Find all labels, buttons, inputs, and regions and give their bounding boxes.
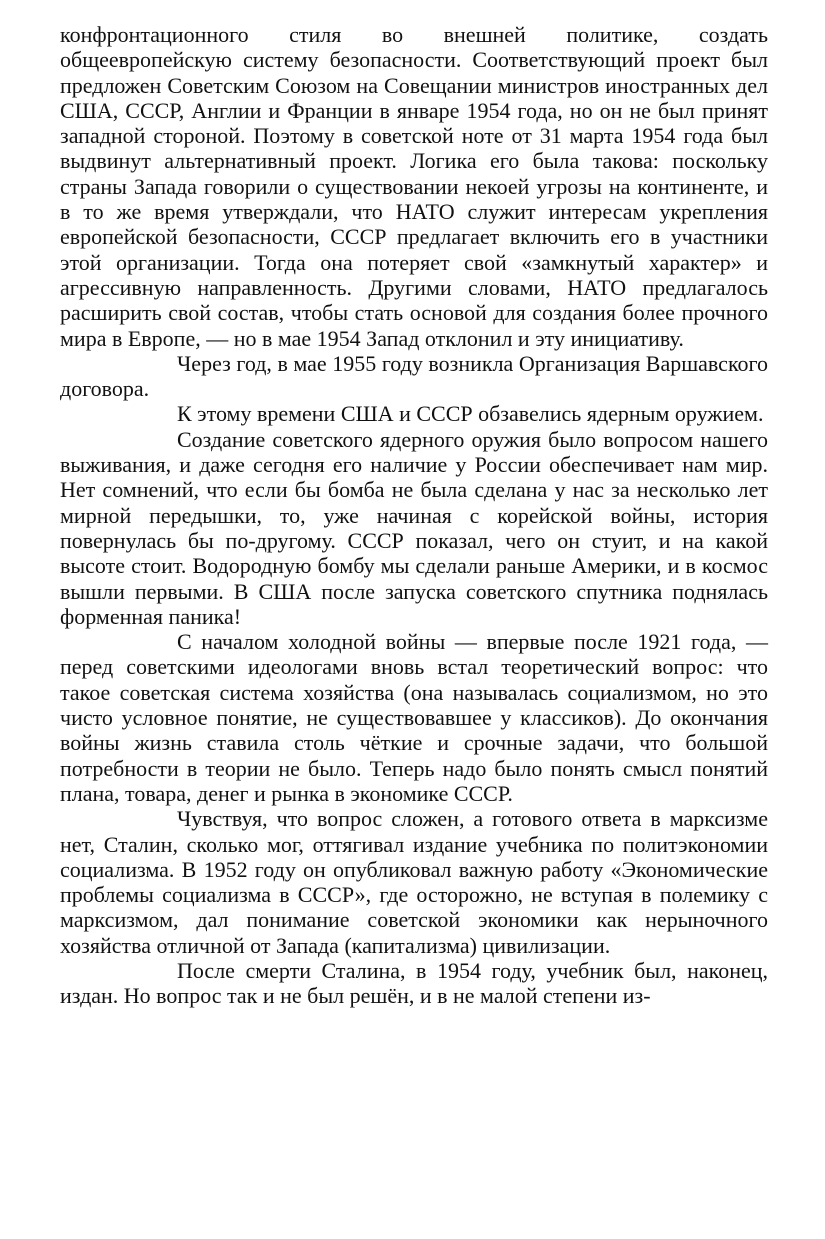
paragraph: К этому времени США и СССР обзавелись ядерным оружием. (177, 401, 764, 427)
paragraph: конфронтационного стиля во внешней политике, создать общеевропейскую систему безопасности. Соответствующий проект был предложен Советским Союзом на Совещании министров иностранных дел США, СССР, Англии и Франции в январе 1954 года, но он не был принят западной стороной. Поэтому в советской ноте от 31 марта 1954 года был выдвинут альтернативный проект. Логика его была такова: поскольку страны Запада говорили о существовании некоей угрозы на континенте, и в то же время утверждали, что НАТО служит интересам укрепления европейской безопасности, СССР предлагает включить его в участники этой организации. Тогда она потеряет свой «замкнутый характер» и агрессивную направленность. Другими словами, НАТО предлагалось расширить свой состав, чтобы стать основой для создания более прочного мира в Европе, — но в мае 1954 Запад отклонил и эту инициативу. (60, 22, 768, 351)
document-page (60, 22, 768, 1009)
paragraph: Через год, в мае 1955 году возникла Организация Варшавского договора. (60, 350, 768, 402)
paragraph: Создание советского ядерного оружия было вопросом нашего выживания, и даже сегодня его наличие у России обеспечивает нам мир. Нет сомнений, что если бы бомба не была сделана у нас за несколько лет мирной передышки, то, уже начиная с корейской войны, история повернулась бы по-другому. СССР показал, чего он стуит, и на какой высоте стоит. Водородную бомбу мы сделали раньше Америки, и в космос вышли первыми. В США после запуска советского спутника поднялась форменная паника! (60, 426, 768, 629)
paragraph: С началом холодной войны — впервые после 1921 года, — перед советскими идеологами вновь встал теоретический вопрос: что такое советская система хозяйства (она называлась социализмом, но это чисто условное понятие, не существовавшее у классиков). До окончания войны жизнь ставила столь чёткие и срочные задачи, что большой потребности в теории не было. Теперь надо было понять смысл понятий плана, товара, денег и рынка в экономике СССР. (60, 629, 768, 806)
paragraph: После смерти Сталина, в 1954 году, учебник был, наконец, издан. Но вопрос так и не был решён, и в не малой степени из- (60, 957, 768, 1009)
paragraph: Чувствуя, что вопрос сложен, а готового ответа в марксизме нет, Сталин, сколько мог, оттягивал издание учебника по политэкономии социализма. В 1952 году он опубликовал важную работу «Экономические проблемы социализма в СССР», где осторожно, не вступая в полемику с марксизмом, дал понимание советской экономики как нерыночного хозяйства отличной от Запада (капитализма) цивилизации. (60, 806, 768, 958)
